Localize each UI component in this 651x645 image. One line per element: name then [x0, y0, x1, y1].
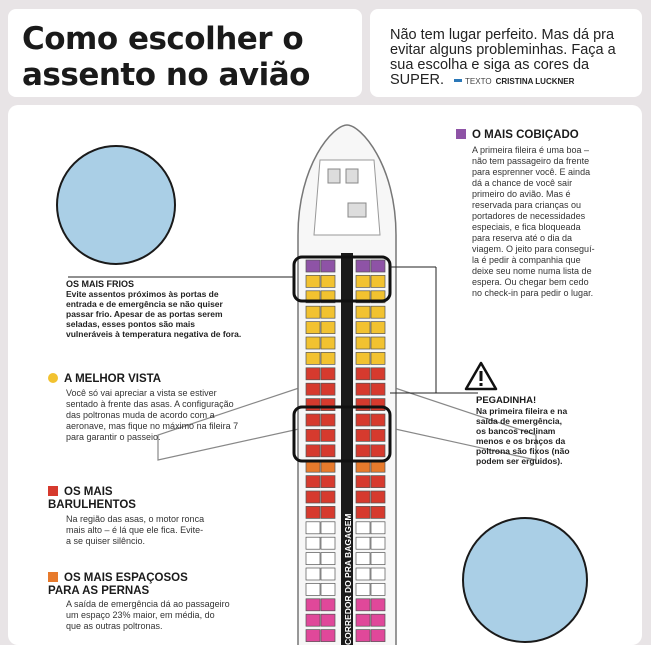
seat	[321, 260, 335, 272]
intro-text	[390, 28, 640, 89]
seat	[371, 429, 385, 441]
header-intro-box	[370, 9, 642, 97]
seat	[321, 368, 335, 380]
seat	[321, 383, 335, 395]
galley-2	[346, 169, 358, 183]
seat	[321, 322, 335, 334]
seat	[371, 368, 385, 380]
seat	[321, 352, 335, 364]
seat	[371, 583, 385, 595]
seat	[306, 414, 320, 426]
seat	[371, 260, 385, 272]
seat	[371, 630, 385, 642]
seat	[356, 506, 370, 518]
seat	[356, 260, 370, 272]
espacosos-title-text: OS MAIS ESPAÇOSOS PARA AS PERNAS	[48, 572, 188, 597]
seat	[321, 491, 335, 503]
seat	[371, 445, 385, 457]
seat	[306, 522, 320, 534]
espacosos-title	[48, 572, 218, 598]
cobicado-title	[456, 129, 579, 142]
seat	[371, 522, 385, 534]
seat	[356, 322, 370, 334]
page-title: Como escolher o assento no avião	[22, 21, 310, 93]
vista-body: Você só vai apreciar a vista se estiver sentado à frente das asas. A configuração das poltronas muda de acordo com a aeronave, mas fique no máximo na fileira 7 para garantir o passeio.	[66, 388, 239, 442]
seat	[356, 614, 370, 626]
galley-1	[328, 169, 340, 183]
credit-dash	[454, 79, 462, 82]
seat	[306, 568, 320, 580]
seat	[306, 599, 320, 611]
intro-body: Não tem lugar perfeito. Mas dá pra evitar alguns probleminhas. Faça a sua escolha e siga as cores da SUPER.	[390, 27, 616, 88]
seat	[306, 306, 320, 318]
seat	[321, 599, 335, 611]
seat	[371, 337, 385, 349]
seat	[371, 599, 385, 611]
seat	[321, 614, 335, 626]
credit-label: TEXTO	[465, 77, 492, 86]
seat	[356, 429, 370, 441]
seat	[306, 537, 320, 549]
credit-name: CRISTINA LUCKNER	[495, 77, 575, 86]
seat	[321, 522, 335, 534]
seat	[306, 322, 320, 334]
seat	[371, 352, 385, 364]
seat	[356, 491, 370, 503]
seat	[356, 368, 370, 380]
seat	[306, 614, 320, 626]
frios-title: OS MAIS FRIOS	[66, 279, 135, 289]
seat	[306, 445, 320, 457]
yellow-dot-icon	[48, 373, 58, 383]
seat	[356, 537, 370, 549]
seat	[306, 429, 320, 441]
seat	[371, 322, 385, 334]
seat	[356, 352, 370, 364]
seat	[321, 306, 335, 318]
seat	[371, 306, 385, 318]
barulhentos-title-text: OS MAIS BARULHENTOS	[48, 486, 136, 511]
seat	[371, 383, 385, 395]
seat	[371, 553, 385, 565]
seat	[306, 491, 320, 503]
seat	[306, 352, 320, 364]
seat	[306, 383, 320, 395]
seat	[356, 583, 370, 595]
seat	[306, 368, 320, 380]
seat	[306, 583, 320, 595]
seat	[356, 337, 370, 349]
seat	[356, 599, 370, 611]
seat	[371, 568, 385, 580]
seat	[306, 476, 320, 488]
red-square-icon	[48, 486, 58, 496]
seat	[356, 630, 370, 642]
galley-3	[348, 203, 366, 217]
seat	[371, 275, 385, 287]
seat	[321, 399, 335, 411]
seat	[356, 383, 370, 395]
seat	[321, 568, 335, 580]
vista-title	[48, 373, 161, 386]
barulhentos-body: Na região das asas, o motor ronca mais alto – é lá que ele fica. Evite-a se quiser silêncio.	[66, 514, 205, 546]
seat	[321, 445, 335, 457]
seat	[306, 630, 320, 642]
pegadinha-body: Na primeira fileira e na saída de emergência, os bancos reclinam menos e os braços da poltrona são fixos (não podem ser erguidos).	[476, 406, 570, 466]
seat	[321, 275, 335, 287]
seat	[306, 553, 320, 565]
frios-body: Evite assentos próximos às portas de entrada e de emergência se não quiser passar frio. Apesar de as portas serem seladas, esses pontos são mais vulneráveis à temperatura negativa de fora.	[66, 289, 242, 339]
seat	[356, 399, 370, 411]
seat	[306, 260, 320, 272]
seat	[356, 553, 370, 565]
warning-triangle-icon	[464, 361, 498, 391]
seat	[356, 476, 370, 488]
seat	[371, 414, 385, 426]
aisle-label: CORREDOR DO PRA BAGAGEM	[343, 513, 353, 645]
seat	[371, 491, 385, 503]
seat	[306, 275, 320, 287]
pegadinha-title: PEGADINHA!	[476, 395, 537, 406]
seat	[356, 568, 370, 580]
seat	[306, 337, 320, 349]
seat	[356, 275, 370, 287]
seat	[321, 337, 335, 349]
orange-square-icon	[48, 572, 58, 582]
seat	[371, 506, 385, 518]
cobicado-title-text: O MAIS COBIÇADO	[472, 129, 579, 141]
seat	[371, 537, 385, 549]
purple-square-icon	[456, 129, 466, 139]
seat	[321, 583, 335, 595]
seat	[356, 414, 370, 426]
seat	[356, 306, 370, 318]
seat	[306, 399, 320, 411]
seat	[356, 445, 370, 457]
seat	[356, 522, 370, 534]
seat	[306, 506, 320, 518]
seat	[321, 537, 335, 549]
barulhentos-title	[48, 486, 198, 512]
seat	[371, 476, 385, 488]
infographic-panel	[8, 105, 642, 645]
espacosos-body: A saída de emergência dá ao passageiro um espaço 23% maior, em média, do que as outras poltronas.	[66, 599, 230, 631]
header-title-box	[8, 9, 362, 97]
seat	[321, 506, 335, 518]
seat	[321, 630, 335, 642]
seat	[321, 476, 335, 488]
seat	[321, 553, 335, 565]
seat	[321, 414, 335, 426]
vista-title-text: A MELHOR VISTA	[64, 373, 162, 385]
seat	[371, 399, 385, 411]
seat	[321, 429, 335, 441]
seat	[371, 614, 385, 626]
cobicado-body: A primeira fileira é uma boa – não tem passageiro da frente para esprenner você. E ainda dá a chance de você sair primeiro do avião. Mas é reservada para crianças ou portadores de necessidades especiais, e fica bloqueada para reserva até o dia da viagem. O jeito para conseguí-la é pedir à companhia que deixe seu nome numa lista de espera. Ou chegar bem cedo no check-in para pedir o lugar.	[472, 145, 595, 298]
